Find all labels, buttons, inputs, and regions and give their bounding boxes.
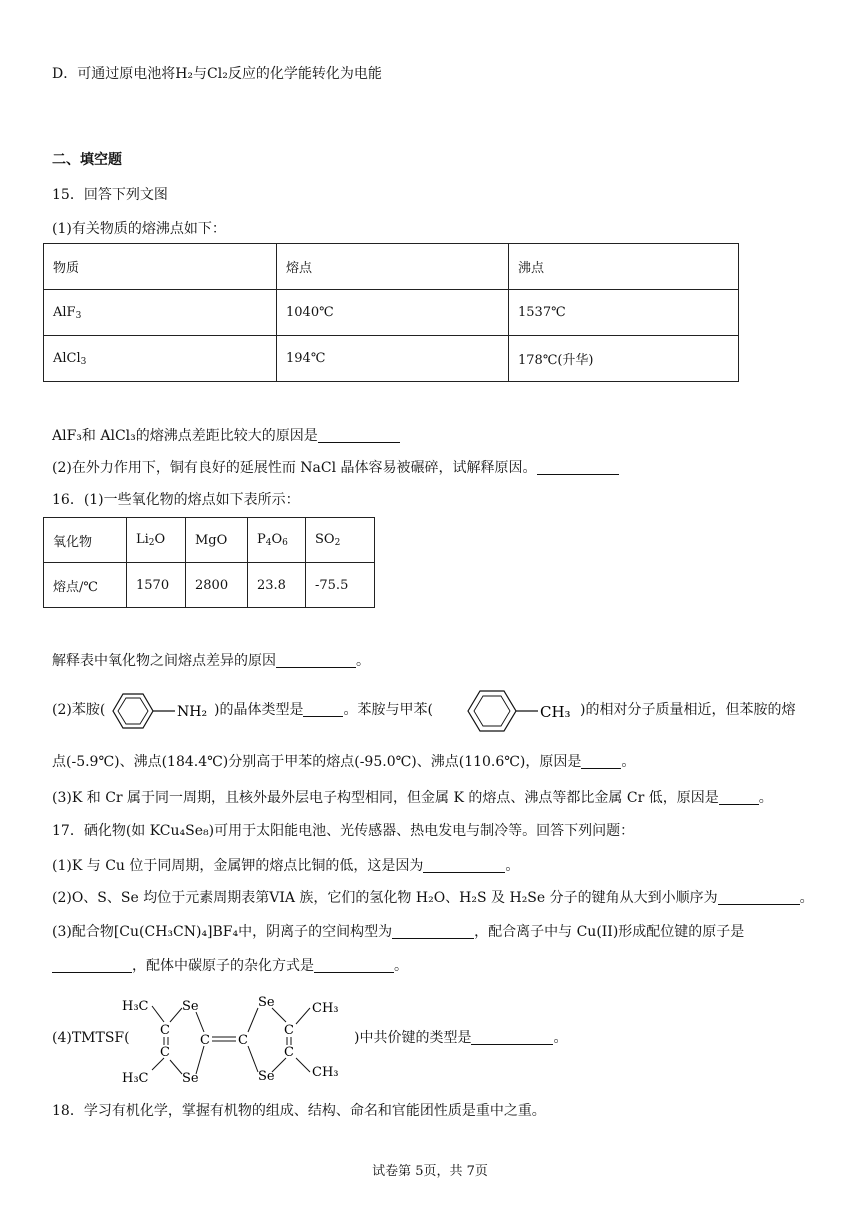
svg-text:C: C [160, 1023, 170, 1038]
answer-blank[interactable] [537, 460, 619, 475]
answer-blank[interactable] [303, 702, 343, 717]
table-cell: -75.5 [306, 563, 375, 608]
question-text: ，配合离子中与 Cu(II)形成配位键的原子是 [474, 924, 745, 940]
table-row [44, 336, 739, 382]
question-17-part-1 [52, 856, 519, 876]
answer-blank[interactable] [392, 924, 474, 939]
tmtsf-structure-icon [118, 988, 356, 1088]
table-cell: AlCl$_3$ [44, 336, 277, 382]
table-row [44, 563, 375, 608]
period: 。 [621, 754, 636, 770]
period: 。 [799, 890, 814, 906]
question-16-part-2-label: (2)苯胺( [52, 702, 106, 718]
question-text: (2)O、S、Se 均位于元素周期表第VIA 族，它们的氢化物 H₂O、H₂S 及 H₂Se 分子的键角从大到小顺序为 [52, 890, 718, 906]
svg-text:CH₃: CH₃ [312, 1001, 339, 1016]
svg-text:C: C [238, 1033, 248, 1048]
option-d: D．可通过原电池将H₂与Cl₂反应的化学能转化为电能 [52, 66, 382, 82]
question-text: 解释表中氧化物之间熔点差异的原因 [52, 653, 276, 669]
svg-text:C: C [284, 1045, 294, 1060]
table-cell: 2800 [186, 563, 248, 608]
table-cell: 1570 [127, 563, 186, 608]
period: 。 [758, 790, 773, 806]
table-header: 熔点 [277, 244, 509, 290]
question-16-part-2-tail: )的相对分子质量相近，但苯胺的熔 [580, 702, 796, 718]
toluene-structure-icon [458, 679, 582, 743]
table-header: $Li_2O$ [127, 518, 186, 563]
question-15-line-a [52, 426, 400, 446]
svg-text:Se: Se [182, 1071, 199, 1086]
svg-text:Se: Se [258, 995, 275, 1010]
svg-text:C: C [160, 1045, 170, 1060]
question-15-part-2 [52, 458, 619, 478]
question-text: (1)K 与 Cu 位于同周期，金属钾的熔点比铜的低，这是因为 [52, 858, 424, 874]
question-16-part-3 [52, 788, 773, 808]
ch3-label: CH₃ [540, 703, 571, 721]
table-header: $P_4O_6$ [248, 518, 306, 563]
question-text: (2)在外力作用下，铜有良好的延展性而 NaCl 晶体容易被碾碎，试解释原因。 [52, 460, 537, 476]
melting-boiling-table [43, 243, 739, 382]
svg-text:C: C [284, 1023, 294, 1038]
question-text: 点(-5.9℃)、沸点(184.4℃)分别高于甲苯的熔点(-95.0℃)、沸点(110.6℃)，原因是 [52, 754, 582, 770]
question-17-part-2 [52, 888, 814, 908]
page-footer: 试卷第 5页，共 7页 [372, 1164, 488, 1179]
svg-text:C: C [200, 1033, 210, 1048]
table-cell: 178℃(升华) [509, 336, 739, 382]
table-cell: 194℃ [277, 336, 509, 382]
question-18-stem: 18．学习有机化学，掌握有机物的组成、结构、命名和官能团性质是重中之重。 [52, 1103, 546, 1119]
table-cell: 1040℃ [277, 290, 509, 336]
answer-blank[interactable] [581, 754, 621, 769]
svg-text:Se: Se [258, 1069, 275, 1084]
question-17-part-3-line2 [52, 956, 408, 976]
question-text: (3)配合物[Cu(CH₃CN)₄]BF₄中，阴离子的空间构型为 [52, 924, 393, 940]
answer-blank[interactable] [718, 890, 800, 905]
period: 。 [553, 1030, 568, 1046]
question-16-part-2-text [214, 700, 433, 720]
svg-text:H₃C: H₃C [122, 1071, 149, 1086]
question-16-part-2-line2 [52, 752, 635, 772]
table-header: 物质 [44, 244, 277, 290]
period: 。 [356, 653, 370, 669]
answer-blank[interactable] [52, 958, 132, 973]
table-header: 氧化物 [44, 518, 127, 563]
question-text: ，配体中碳原子的杂化方式是 [132, 958, 314, 974]
question-15-stem: 15．回答下列文图 [52, 187, 168, 203]
aniline-structure-icon [103, 683, 215, 739]
question-text: AlF₃和 AlCl₃的熔沸点差距比较大的原因是 [52, 428, 318, 444]
answer-blank[interactable] [318, 428, 400, 443]
question-15-part-1: (1)有关物质的熔沸点如下： [52, 221, 226, 237]
svg-text:CH₃: CH₃ [312, 1065, 339, 1080]
table-cell: AlF$_3$ [44, 290, 277, 336]
table-row [44, 290, 739, 336]
table-header: 沸点 [509, 244, 739, 290]
nh2-label: NH₂ [177, 704, 208, 720]
period: 。 [394, 958, 408, 974]
period: 。 [505, 858, 520, 874]
answer-blank[interactable] [471, 1030, 553, 1045]
answer-blank[interactable] [276, 653, 356, 668]
svg-text:Se: Se [182, 999, 199, 1014]
table-cell: 23.8 [248, 563, 306, 608]
oxide-melting-table [43, 517, 375, 608]
question-text: )的晶体类型是 [214, 702, 304, 718]
table-cell: 熔点/℃ [44, 563, 127, 608]
table-header: $SO_2$ [306, 518, 375, 563]
question-16-stem: 16．(1)一些氧化物的熔点如下表所示： [52, 492, 300, 508]
question-16-part-1-answer [52, 651, 370, 671]
question-text: (3)K 和 Cr 属于同一周期，且核外最外层电子构型相同，但金属 K 的熔点、沸点等都比金属 Cr 低，原因是 [52, 790, 719, 806]
question-text: )中共价键的类型是 [354, 1030, 472, 1046]
question-17-part-3 [52, 922, 744, 942]
section-title: 二、填空题 [52, 152, 122, 168]
table-header: MgO [186, 518, 248, 563]
question-text: 。苯胺与甲苯( [343, 702, 433, 718]
answer-blank[interactable] [423, 858, 505, 873]
answer-blank[interactable] [719, 790, 759, 805]
question-17-stem: 17．硒化物(如 KCu₄Se₈)可用于太阳能电池、光传感器、热电发电与制冷等。回答下列问题： [52, 823, 635, 839]
question-17-part-4-text [354, 1028, 567, 1048]
question-17-part-4-label: (4)TMTSF( [52, 1030, 130, 1046]
svg-text:H₃C: H₃C [122, 999, 149, 1014]
table-cell: 1537℃ [509, 290, 739, 336]
answer-blank[interactable] [314, 958, 394, 973]
